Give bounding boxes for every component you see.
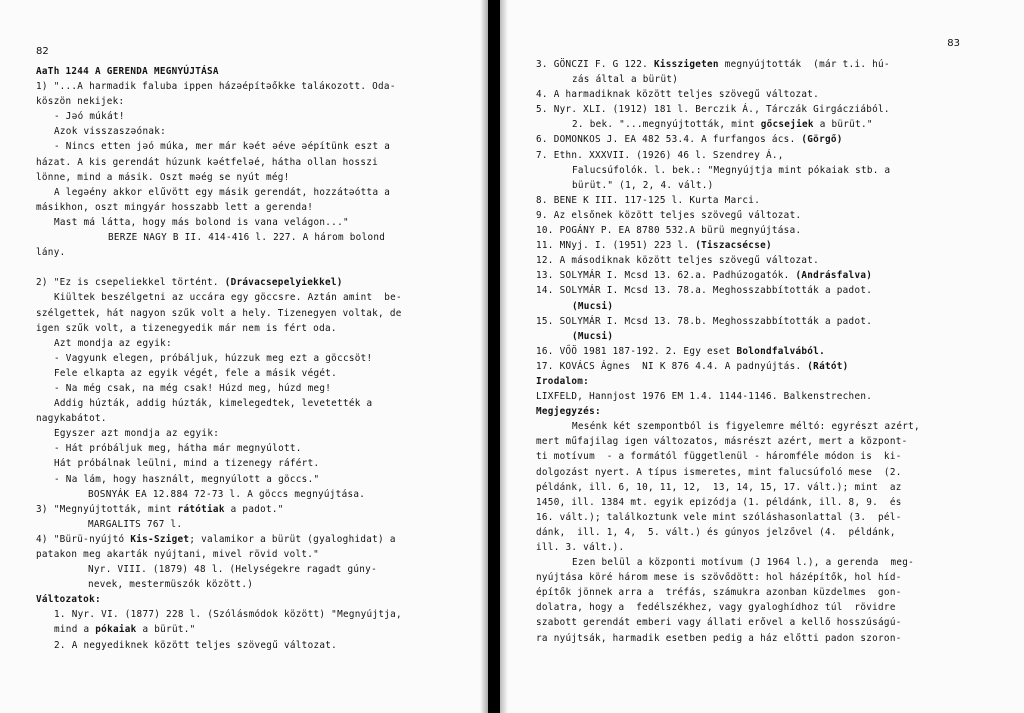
text-line: nyújtása köré három mese is szövődött: hol házépítők, hol híd- [536, 572, 902, 584]
text-line: 1450, ill. 1384 mt. egyik epizódja (1. példánk, ill. 8, 9. és [536, 496, 902, 508]
text-line: szabott gerendát emberi vagy állati erővel a kellő hosszúságú- [536, 617, 902, 629]
text-line: 2) "Ez is csepeliekkel történt. (Drávacsepelyiekkel) [36, 277, 343, 289]
text-line: 7. Ethn. XXXVII. (1926) 46 l. Szendrey Á., [536, 149, 784, 161]
text-line: LIXFELD, Hannjost 1976 EM 1.4. 1144-1146. Balkenstrechen. [536, 391, 873, 403]
bold-phrase: (Tiszacsécse) [695, 240, 772, 252]
text-line: Mesénk két szempontból is figyelemre méltó: egyrészt azért, [572, 421, 920, 433]
text-line: mind a pókaiak a bürüt." [54, 624, 196, 636]
text-line: 12. A másodiknak között teljes szövegű változat. [536, 255, 820, 267]
text-line: Addig húzták, addig húzták, kimelegedtek, levetették a [54, 398, 373, 410]
text-line: dolatra, hogy a fedélszékhez, vagy gyaloghídhoz túl rövidre [536, 602, 896, 614]
text-line: Egyszer azt mondja az egyik: [54, 428, 220, 440]
text-line: - Na lám, hogy használt, megnyúlott a göccs." [54, 473, 320, 485]
text-line: 15. SOLYMÁR I. Mcsd 13. 78.b. Meghosszabbították a padot. [536, 315, 873, 327]
text-line: ill. 3. vált.). [536, 542, 625, 553]
text-line: Hát próbálnak leülni, mind a tizenegy ráfért. [54, 458, 320, 470]
text-line: Azt mondja az egyik: [54, 337, 172, 349]
text-line: - Jəó múkát! [54, 111, 125, 123]
text-line: 9. Az elsőnek között teljes szövegű változat. [536, 209, 802, 221]
right-page [500, 0, 1024, 713]
bold-phrase: (Drávacsepelyiekkel) [224, 277, 343, 289]
text-line: 5. Nyr. XLI. (1912) 181 l. Berczik Á., Tárczák Girgácziából. [536, 104, 890, 116]
text-line: Kiültek beszélgetni az uccára egy göccsre. Aztán amint be- [54, 292, 402, 304]
text-line: 8. BENE K III. 117-125 l. Kurta Marci. [536, 194, 761, 206]
text-line: 3) "Megnyújtották, mint rátótiak a padot." [36, 503, 284, 515]
bold-phrase: Kisszigeten [653, 59, 719, 70]
text-line: dánk, ill. 1, 4, 5. vált.) és gúnyos jelzővel (4. példánk, [536, 526, 896, 538]
text-line: Mast má látta, hogy más bolond is vana velágon..." [54, 216, 349, 228]
text-line: 16. VŐÖ 1981 187-192. 2. Egy eset Bolondfalvából. [536, 345, 825, 357]
text-line: BOSNYÁK EA 12.884 72-73 l. A göccs megnyújtása. [88, 488, 366, 500]
bold-phrase: pókaiak [95, 624, 137, 636]
text-line: - Na még csak, na még csak! Húzd meg, húzd meg! [54, 382, 332, 394]
text-line: köszön nekijek: [36, 96, 125, 108]
text-line: (Mucsi) [572, 330, 614, 342]
text-line: nagykabátot. [36, 413, 107, 425]
text-line: házat. A kis gerendát húzunk kəétfeləé, hátha ollan hosszi [36, 156, 379, 168]
text-line: zás által a bürüt) [572, 74, 679, 86]
text-line: bürüt." (1, 2, 4. vált.) [572, 179, 714, 191]
text-line: Irodalom: [536, 375, 590, 387]
text-line: ti motívum - a formától függetlenül - háromféle módon is ki- [536, 451, 902, 463]
bold-phrase: (Andrásfalva) [795, 270, 873, 282]
text-line: Fele elkapta az egyik végét, fele a másik végét. [54, 367, 338, 379]
bold-phrase: Bolondfalvából. [736, 345, 825, 357]
bold-phrase: gőcsejiek [760, 119, 814, 131]
text-line: 17. KOVÁCS Ágnes NI K 876 4.4. A padnyújtás. (Rátót) [536, 360, 849, 372]
text-line: 16. vált.); találkoztunk vele mint szóláshasonlattal (3. pél- [536, 511, 902, 523]
text-line: ra nyújtsák, harmadik esetben pedig a ház előtti padon szoron- [536, 632, 902, 644]
bold-phrase: Kis-Sziget [130, 533, 190, 545]
text-line: 1) "...A harmadik faluba ippen házəépítəőkke taláкozott. Oda- [36, 81, 396, 93]
text-line: - Hát próbáljuk meg, hátha már megnyúlott. [54, 443, 302, 455]
left-page-text [36, 64, 402, 653]
right-page-text [536, 57, 920, 646]
text-line: 10. POGÁNY P. EA 8780 532.A bürü megnyújtása. [536, 225, 802, 237]
blank-line [36, 260, 402, 275]
text-line: példánk, ill. 6, 10, 11, 12, 13, 14, 15, 17. vált.); mint az [536, 481, 902, 493]
text-line: Változatok: [36, 594, 101, 606]
text-line: Megjegyzés: [536, 406, 601, 418]
text-line: BERZE NAGY B II. 414-416 l. 227. A három bolond [108, 232, 386, 244]
left-page [0, 0, 488, 713]
text-line: Nyr. VIII. (1879) 48 l. (Helységekre ragadt gúny- [88, 564, 377, 576]
text-line: 2. bek. "...megnyújtották, mint gőcsejiek a bürüt." [572, 119, 873, 131]
text-line: nevek, mestermüszók között.) [88, 579, 254, 591]
text-line: 11. MNyj. I. (1951) 223 l. (Tiszacsécse) [536, 240, 772, 252]
text-line: - Vagyunk elegen, próbáljuk, húzzuk meg ezt a göccsöt! [54, 352, 373, 364]
page-number-right: 83 [947, 38, 960, 49]
text-line: 1. Nyr. VI. (1877) 228 l. (Szólásmódok között) "Megnyújtja, [54, 609, 402, 621]
text-line: 2. A negyediknek között teljes szövegű változat. [54, 639, 338, 651]
bold-phrase: (Rátót) [807, 360, 849, 372]
bold-phrase: (Görgő) [801, 134, 843, 146]
text-line: - Nincs etten jəó múka, mer már kəét əéve əépítünk eszt a [54, 141, 391, 153]
text-line: 14. SOLYMÁR I. Mcsd 13. 78.a. Meghosszabbították a padot. [536, 285, 873, 297]
text-line: 6. DOMONKOS J. EA 482 53.4. A furfangos ács. (Görgő) [536, 134, 843, 146]
text-line: 3. GÖNCZI F. G 122. Kisszigeten megnyújtották (már t.i. hú- [536, 59, 890, 70]
text-line: mert műfajilag igen változatos, másrészt azért, mert a központ- [536, 436, 908, 448]
text-line: A legəény akkor elűvött egy másik gerendát, hozzátəótta a [54, 186, 391, 198]
text-line: patakon meg akarták nyújtani, mivel rövid volt." [36, 549, 320, 560]
text-line: másikhon, oszt mingyár hosszabb lett a gerenda! [36, 201, 314, 213]
text-line: 4) "Bürü-nyújtó Kis-Sziget; valamikor a bürüt (gyaloghidat) a [36, 533, 396, 545]
text-line: Ezen belül a központi motívum (J 1964 l.), a gerenda meg- [572, 557, 915, 569]
text-line: Azok visszaszəónak: [54, 126, 167, 138]
text-line: lönne, mind a másik. Oszt məég se nyút még! [36, 171, 290, 183]
text-line: építők jönnek arra a tréfás, számukra azonban küzdelmes gon- [536, 587, 902, 599]
text-line: lány. [36, 247, 66, 259]
bold-phrase: rátótiak [177, 503, 225, 515]
text-line: szélgettek, hát nagyon szűk volt a hely. Tizenegyen voltak, de [36, 307, 402, 319]
text-line: dolgozást nyert. A típus ismeretes, mint falucsúfoló mese (2. [536, 466, 902, 478]
text-line: igen szűk volt, a tizenegyedik már nem is fért oda. [36, 322, 337, 334]
text-line: 4. A harmadiknak között teljes szövegű változat. [536, 89, 820, 101]
text-line: Falucsúfolók. l. bek.: "Megnyújtja mint pókaiak stb. a [572, 164, 891, 176]
text-line: 13. SOLYMÁR I. Mcsd 13. 62.a. Padhúzogatók. (Andrásfalva) [536, 270, 873, 282]
gutter-shadow-left [480, 0, 488, 713]
text-line: MARGALITS 767 l. [88, 518, 183, 530]
gutter-shadow-right [500, 0, 508, 713]
text-line: AaTh 1244 A GERENDA MEGNYÚJTÁSA [36, 66, 219, 77]
page-number-left: 82 [36, 46, 49, 57]
text-line: (Mucsi) [572, 300, 614, 312]
